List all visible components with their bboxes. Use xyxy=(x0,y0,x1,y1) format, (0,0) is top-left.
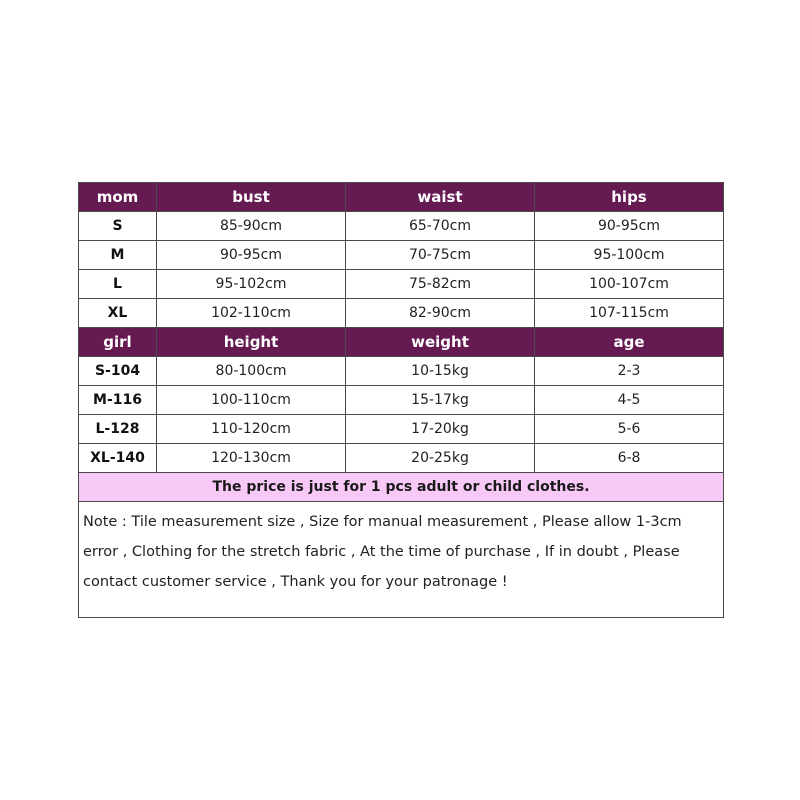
weight-cell: 10-15kg xyxy=(346,357,535,386)
mom-header-row xyxy=(79,183,724,212)
waist-cell: 75-82cm xyxy=(346,270,535,299)
hips-cell: 107-115cm xyxy=(535,299,724,328)
girl-header-row xyxy=(79,328,724,357)
size-cell: XL-140 xyxy=(79,444,157,473)
price-note: The price is just for 1 pcs adult or child clothes. xyxy=(79,473,724,502)
age-cell: 5-6 xyxy=(535,415,724,444)
waist-header: waist xyxy=(346,183,535,212)
height-cell: 110-120cm xyxy=(157,415,346,444)
bust-cell: 102-110cm xyxy=(157,299,346,328)
table-row xyxy=(79,415,724,444)
age-cell: 6-8 xyxy=(535,444,724,473)
waist-cell: 70-75cm xyxy=(346,241,535,270)
note-row xyxy=(79,502,724,618)
bust-cell: 90-95cm xyxy=(157,241,346,270)
price-note-row xyxy=(79,473,724,502)
hips-cell: 90-95cm xyxy=(535,212,724,241)
age-cell: 2-3 xyxy=(535,357,724,386)
hips-cell: 100-107cm xyxy=(535,270,724,299)
size-cell: S-104 xyxy=(79,357,157,386)
table-row xyxy=(79,212,724,241)
bust-cell: 85-90cm xyxy=(157,212,346,241)
measurement-note: Note : Tile measurement size , Size for manual measurement , Please allow 1-3cm error , Clothing for the stretch fabric , At the time of purchase , If in doubt , Please contact customer service , Thank you for your patronage ! xyxy=(79,502,724,618)
hips-cell: 95-100cm xyxy=(535,241,724,270)
size-cell: S xyxy=(79,212,157,241)
size-chart-table xyxy=(78,182,724,618)
height-header: height xyxy=(157,328,346,357)
size-cell: M-116 xyxy=(79,386,157,415)
table-row xyxy=(79,299,724,328)
table-row xyxy=(79,386,724,415)
table-row xyxy=(79,357,724,386)
size-cell: M xyxy=(79,241,157,270)
size-cell: XL xyxy=(79,299,157,328)
size-cell: L xyxy=(79,270,157,299)
bust-cell: 95-102cm xyxy=(157,270,346,299)
height-cell: 100-110cm xyxy=(157,386,346,415)
age-cell: 4-5 xyxy=(535,386,724,415)
age-header: age xyxy=(535,328,724,357)
weight-cell: 17-20kg xyxy=(346,415,535,444)
table-row xyxy=(79,270,724,299)
hips-header: hips xyxy=(535,183,724,212)
height-cell: 120-130cm xyxy=(157,444,346,473)
waist-cell: 82-90cm xyxy=(346,299,535,328)
weight-header: weight xyxy=(346,328,535,357)
height-cell: 80-100cm xyxy=(157,357,346,386)
mom-header-label: mom xyxy=(79,183,157,212)
waist-cell: 65-70cm xyxy=(346,212,535,241)
table-row xyxy=(79,241,724,270)
bust-header: bust xyxy=(157,183,346,212)
weight-cell: 20-25kg xyxy=(346,444,535,473)
girl-header-label: girl xyxy=(79,328,157,357)
weight-cell: 15-17kg xyxy=(346,386,535,415)
table-row xyxy=(79,444,724,473)
size-cell: L-128 xyxy=(79,415,157,444)
